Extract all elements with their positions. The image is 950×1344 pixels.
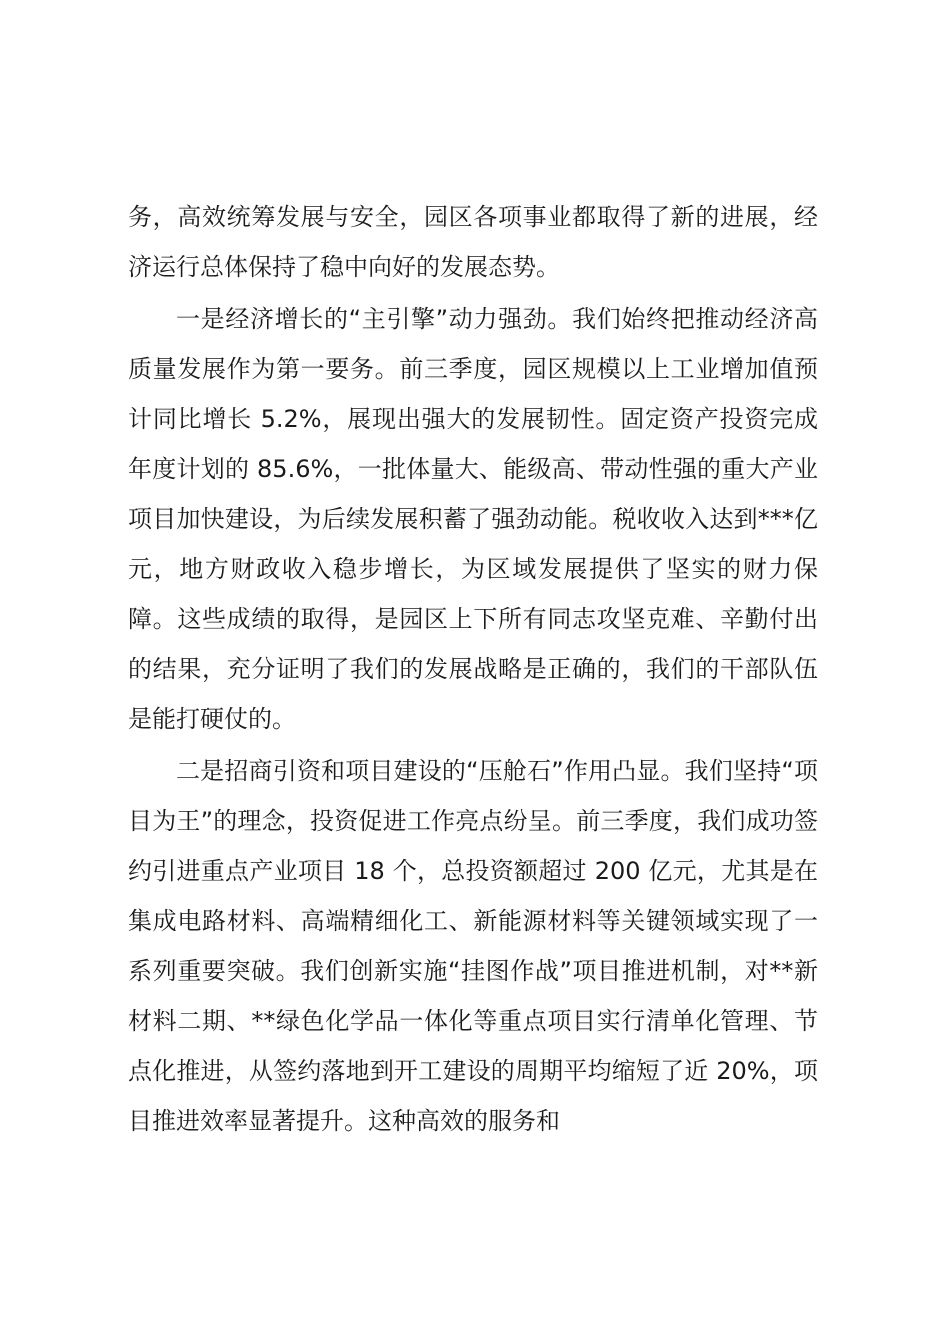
paragraph-economic-growth: 一是经济增长的“主引擎”动力强劲。我们始终把推动经济高质量发展作为第一要务。前三季度，园区规模以上工业增加值预计同比增长 5.2%，展现出强大的发展韧性。固定资产投资完成年度计划的 85.6%，一批体量大、能级高、带动性强的重大产业项目加快建设，为后续发展积蓄了强劲动能。税收收入达到***亿元，地方财政收入稳步增长，为区域发展提供了坚实的财力保障。这些成绩的取得，是园区上下所有同志攻坚克难、辛勤付出的结果，充分证明了我们的发展战略是正确的，我们的干部队伍是能打硬仗的。	[128, 305, 818, 733]
paragraph-investment-projects: 二是招商引资和项目建设的“压舱石”作用凸显。我们坚持“项目为王”的理念，投资促进工作亮点纷呈。前三季度，我们成功签约引进重点产业项目 18 个，总投资额超过 200 亿元，尤其是在集成电路材料、高端精细化工、新能源材料等关键领域实现了一系列重要突破。我们创新实施“挂图作战”项目推进机制，对**新材料二期、**绿色化学品一体化等重点项目实行清单化管理、节点化推进，从签约落地到开工建设的周期平均缩短了近 20%，项目推进效率显著提升。这种高效的服务和	[128, 757, 818, 1135]
paragraph-continuation: 务，高效统筹发展与安全，园区各项事业都取得了新的进展，经济运行总体保持了稳中向好的发展态势。	[128, 203, 818, 281]
document-body	[128, 192, 818, 1146]
